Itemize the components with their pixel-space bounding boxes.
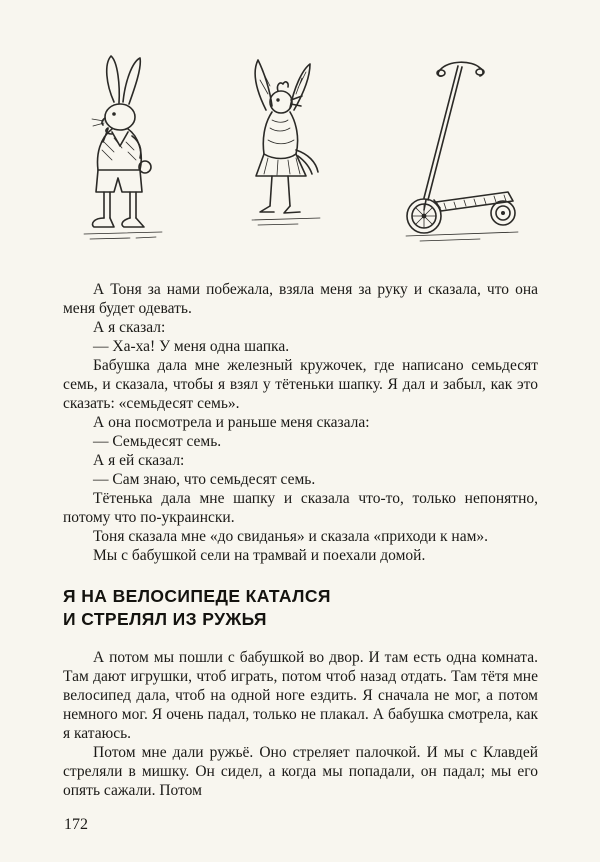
paragraph: Тётенька дала мне шапку и сказала что-то, только непонятно, потому что по-украински. [63, 490, 538, 526]
paragraph: Тоня сказала мне «до свиданья» и сказала «приходи к нам». [93, 528, 489, 545]
paragraph-dialogue: — Сам знаю, что семьдесят семь. [93, 471, 316, 488]
illustration-row [0, 38, 600, 256]
section-heading-line-2: И СТРЕЛЯЛ ИЗ РУЖЬЯ [63, 608, 267, 629]
paragraph: Бабушка дала мне железный кружочек, где написано семьдесят семь, и сказала, чтобы я взял у тётеньки шапку. Я дал и забыл, как это сказать: «семьдесят семь». [63, 357, 538, 412]
section-heading [63, 585, 538, 631]
hare-illustration [70, 50, 176, 256]
paragraph: Потом мне дали ружьё. Оно стреляет палочкой. И мы с Клавдей стреляли в мишку. Он сидел, а когда мы попадали, он падал; мы его опять сажали. Потом [63, 743, 538, 799]
text-block [63, 280, 538, 800]
paragraph: А я ей сказал: [93, 452, 185, 469]
paragraph: А потом мы пошли с бабушкой во двор. И там есть одна комната. Там дают игрушки, чтоб играть, потом чтоб назад отдать. Там тётя мне велосипед дала, чтоб на одной ноге ездить. Я сначала не мог, а потом немного мог. Я очень падал, только не плакал. А бабушка смотрела, как я катаюсь. [63, 648, 538, 742]
paragraph: Мы с бабушкой сели на трамвай и поехали домой. [93, 547, 426, 564]
scooter-illustration [390, 50, 530, 256]
paragraph: А она посмотрела и раньше меня сказала: [93, 414, 370, 431]
page-number: 172 [64, 816, 88, 833]
paragraph: А Тоня за нами побежала, взяла меня за руку и сказала, что она меня будет одевать. [63, 281, 538, 317]
paragraph-dialogue: — Семьдесят семь. [93, 433, 222, 450]
paragraph: А я сказал: [93, 319, 166, 336]
paragraph-dialogue: — Ха-ха! У меня одна шапка. [93, 338, 290, 355]
bird-illustration [228, 50, 338, 256]
section-heading-line-1: Я НА ВЕЛОСИПЕДЕ КАТАЛСЯ [63, 586, 331, 606]
